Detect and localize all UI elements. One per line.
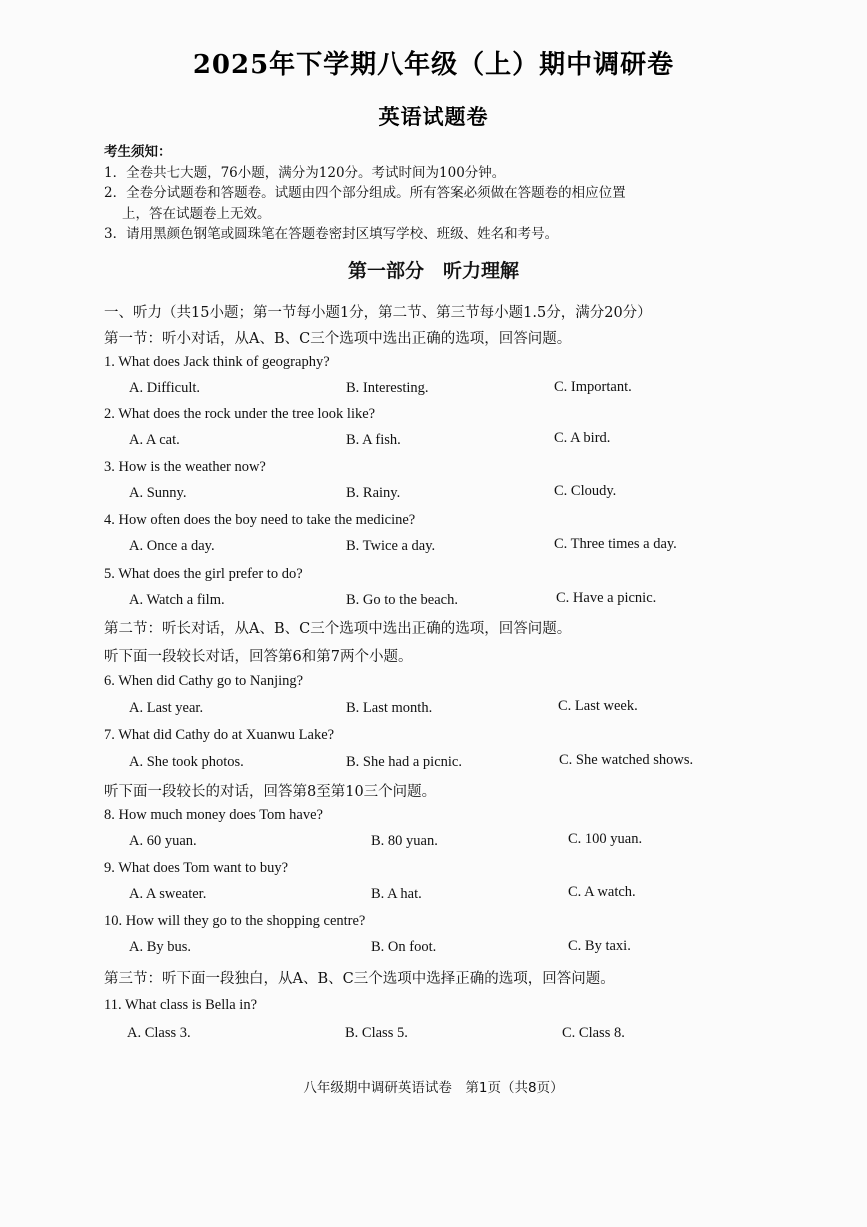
option-b: B. Twice a day. <box>346 538 436 554</box>
option-c: C. Class 8. <box>562 1025 625 1041</box>
question-7: 7. What did Cathy do at Xuanwu Lake? <box>104 727 335 743</box>
question-2: 2. What does the rock under the tree look like? <box>104 406 376 422</box>
option-a: A. Sunny. <box>129 485 187 501</box>
option-b: B. Last month. <box>346 700 433 716</box>
section-3-instruction: 第三节：听下面一段独白，从A、B、C三个选项中选择正确的选项，回答问题。 <box>104 971 615 987</box>
question-9: 9. What does Tom want to buy? <box>104 860 289 876</box>
option-c: C. Last week. <box>558 698 638 714</box>
option-a: A. By bus. <box>129 939 192 955</box>
option-c: C. Cloudy. <box>554 483 617 499</box>
question-6: 6. When did Cathy go to Nanjing? <box>104 673 304 689</box>
option-b: B. She had a picnic. <box>346 754 462 770</box>
option-c: C. By taxi. <box>568 938 631 954</box>
option-c: C. She watched shows. <box>559 752 694 768</box>
option-c: C. A watch. <box>568 884 636 900</box>
option-b: B. Go to the beach. <box>346 592 458 608</box>
question-10: 10. How will they go to the shopping centre? <box>104 913 366 929</box>
option-c: C. 100 yuan. <box>568 831 643 847</box>
option-a: A. Watch a film. <box>129 592 225 608</box>
option-b: B. Interesting. <box>346 380 429 396</box>
question-4: 4. How often does the boy need to take the medicine? <box>104 512 416 528</box>
option-c: C. Three times a day. <box>554 536 677 552</box>
option-a: A. Last year. <box>129 700 204 716</box>
option-b: B. 80 yuan. <box>371 833 438 849</box>
notice-item: 3．请用黑颜色钢笔或圆珠笔在答题卷密封区填写学校、班级、姓名和考号。 <box>104 226 559 242</box>
option-a: A. Class 3. <box>127 1025 191 1041</box>
option-c: C. A bird. <box>554 430 611 446</box>
exam-notice <box>104 142 764 245</box>
option-c: C. Important. <box>554 379 632 395</box>
option-a: A. A sweater. <box>129 886 207 902</box>
section-1-instruction: 第一节：听小对话，从A、B、C三个选项中选出正确的选项，回答问题。 <box>104 331 572 347</box>
question-8: 8. How much money does Tom have? <box>104 807 323 823</box>
part-title: 第一部分 听力理解 <box>347 260 519 282</box>
notice-item: 2．全卷分试题卷和答题卷。试题由四个部分组成。所有答案必须做在答题卷的相应位置 <box>104 185 626 201</box>
exam-subtitle: 英语试题卷 <box>378 104 489 129</box>
exam-title: 2025年下学期八年级（上）期中调研卷 <box>192 50 675 80</box>
section-2-intro-a: 听下面一段较长对话，回答第6和第7两个小题。 <box>104 649 413 665</box>
notice-item: 1．全卷共七大题，76小题，满分为120分。考试时间为100分钟。 <box>104 164 506 181</box>
option-a: A. 60 yuan. <box>129 833 197 849</box>
option-b: B. Class 5. <box>345 1025 408 1041</box>
section-2-intro-b: 听下面一段较长的对话，回答第8至第10三个问题。 <box>104 784 437 800</box>
listening-header: 一、听力（共15小题；第一节每小题1分，第二节、第三节每小题1.5分，满分20分） <box>104 305 652 321</box>
option-c: C. Have a picnic. <box>556 590 657 606</box>
notice-item-continued: 上，答在试题卷上无效。 <box>122 205 271 222</box>
question-1: 1. What does Jack think of geography? <box>104 354 330 370</box>
question-5: 5. What does the girl prefer to do? <box>104 566 303 582</box>
question-11: 11. What class is Bella in? <box>104 997 258 1013</box>
section-2-instruction: 第二节：听长对话，从A、B、C三个选项中选出正确的选项，回答问题。 <box>104 621 572 637</box>
option-b: B. On foot. <box>371 939 437 955</box>
option-a: A. Once a day. <box>129 538 215 554</box>
option-b: B. Rainy. <box>346 485 401 501</box>
option-a: A. Difficult. <box>129 380 201 396</box>
option-a: A. A cat. <box>129 432 180 448</box>
notice-heading: 考生须知： <box>104 144 172 160</box>
page-footer: 八年级期中调研英语试卷 第1页（共8页） <box>303 1080 564 1096</box>
option-b: B. A hat. <box>371 886 422 902</box>
option-a: A. She took photos. <box>129 754 244 770</box>
option-b: B. A fish. <box>346 432 401 448</box>
question-3: 3. How is the weather now? <box>104 459 266 475</box>
